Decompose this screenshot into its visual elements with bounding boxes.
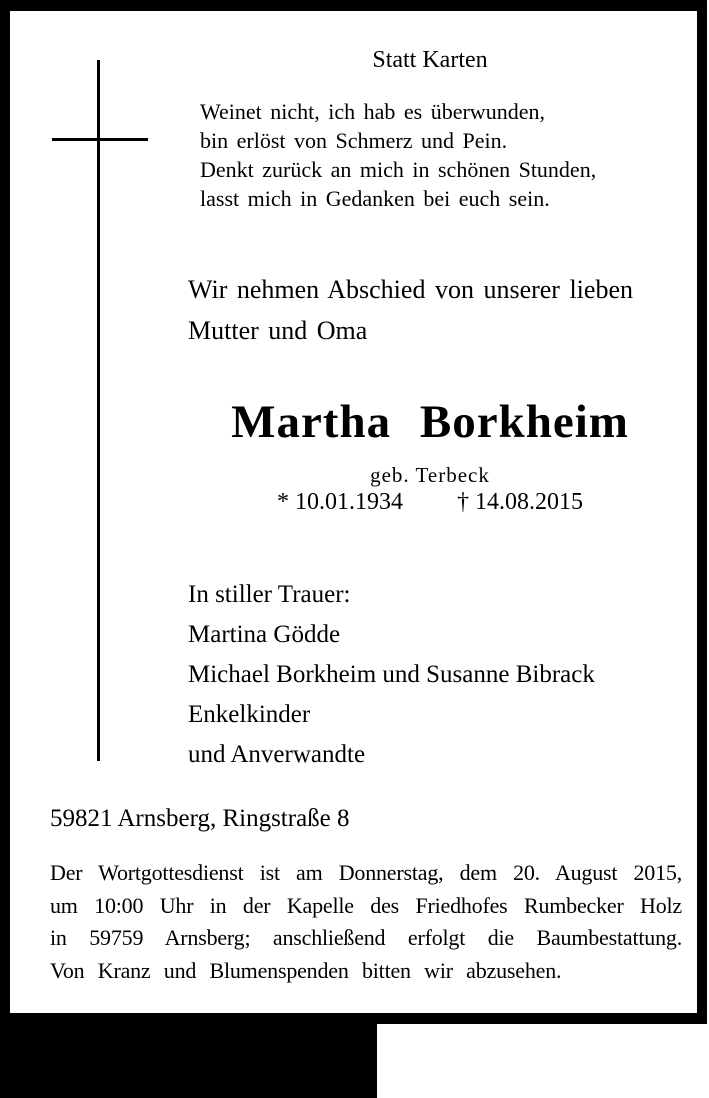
life-dates	[170, 489, 690, 516]
memorial-poem	[200, 97, 596, 213]
farewell-intro	[188, 269, 633, 351]
intro-line: Wir nehmen Abschied von unserer lieben	[188, 275, 633, 304]
mourner-name: Enkelkinder	[188, 701, 311, 728]
birth-date: 10.01.1934	[295, 489, 403, 515]
announcement-line: Von Kranz und Blumenspenden bitten wir abzusehen.	[50, 957, 562, 983]
poem-line: bin erlöst von Schmerz und Pein.	[200, 128, 508, 153]
bottom-black-block	[0, 1024, 377, 1098]
announcement-line: um 10:00 Uhr in der Kapelle des Friedhofes Rumbecker Holz	[50, 892, 682, 918]
maiden-name: geb. Terbeck	[370, 463, 490, 487]
memorial-cross-vertical-bar	[97, 60, 100, 761]
intro-line: Mutter und Oma	[188, 316, 368, 345]
mourners-list	[188, 575, 595, 775]
service-announcement	[50, 857, 682, 987]
mourners-title: In stiller Trauer:	[188, 581, 351, 608]
announcement-line: in 59759 Arnsberg; anschließend erfolgt die Baumbestattung.	[50, 925, 682, 950]
death-symbol: †	[457, 489, 469, 515]
statt-karten-label: Statt Karten	[372, 47, 488, 73]
mourner-name: Michael Borkheim und Susanne Bibrack	[188, 661, 595, 688]
poem-line: Weinet nicht, ich hab es überwunden,	[200, 99, 545, 124]
home-address: 59821 Arnsberg, Ringstraße 8	[50, 805, 350, 832]
announcement-line: Der Wortgottesdienst ist am Donnerstag, dem 20. August 2015,	[50, 860, 682, 885]
mourner-name: Martina Gödde	[188, 621, 341, 648]
mourner-name: und Anverwandte	[188, 741, 366, 768]
birth-symbol: *	[277, 489, 289, 515]
deceased-name: Martha Borkheim	[231, 396, 629, 448]
memorial-cross-horizontal-bar	[52, 138, 148, 141]
poem-line: Denkt zurück an mich in schönen Stunden,	[200, 157, 597, 182]
poem-line: lasst mich in Gedanken bei euch sein.	[200, 186, 550, 211]
death-date: 14.08.2015	[475, 489, 583, 515]
